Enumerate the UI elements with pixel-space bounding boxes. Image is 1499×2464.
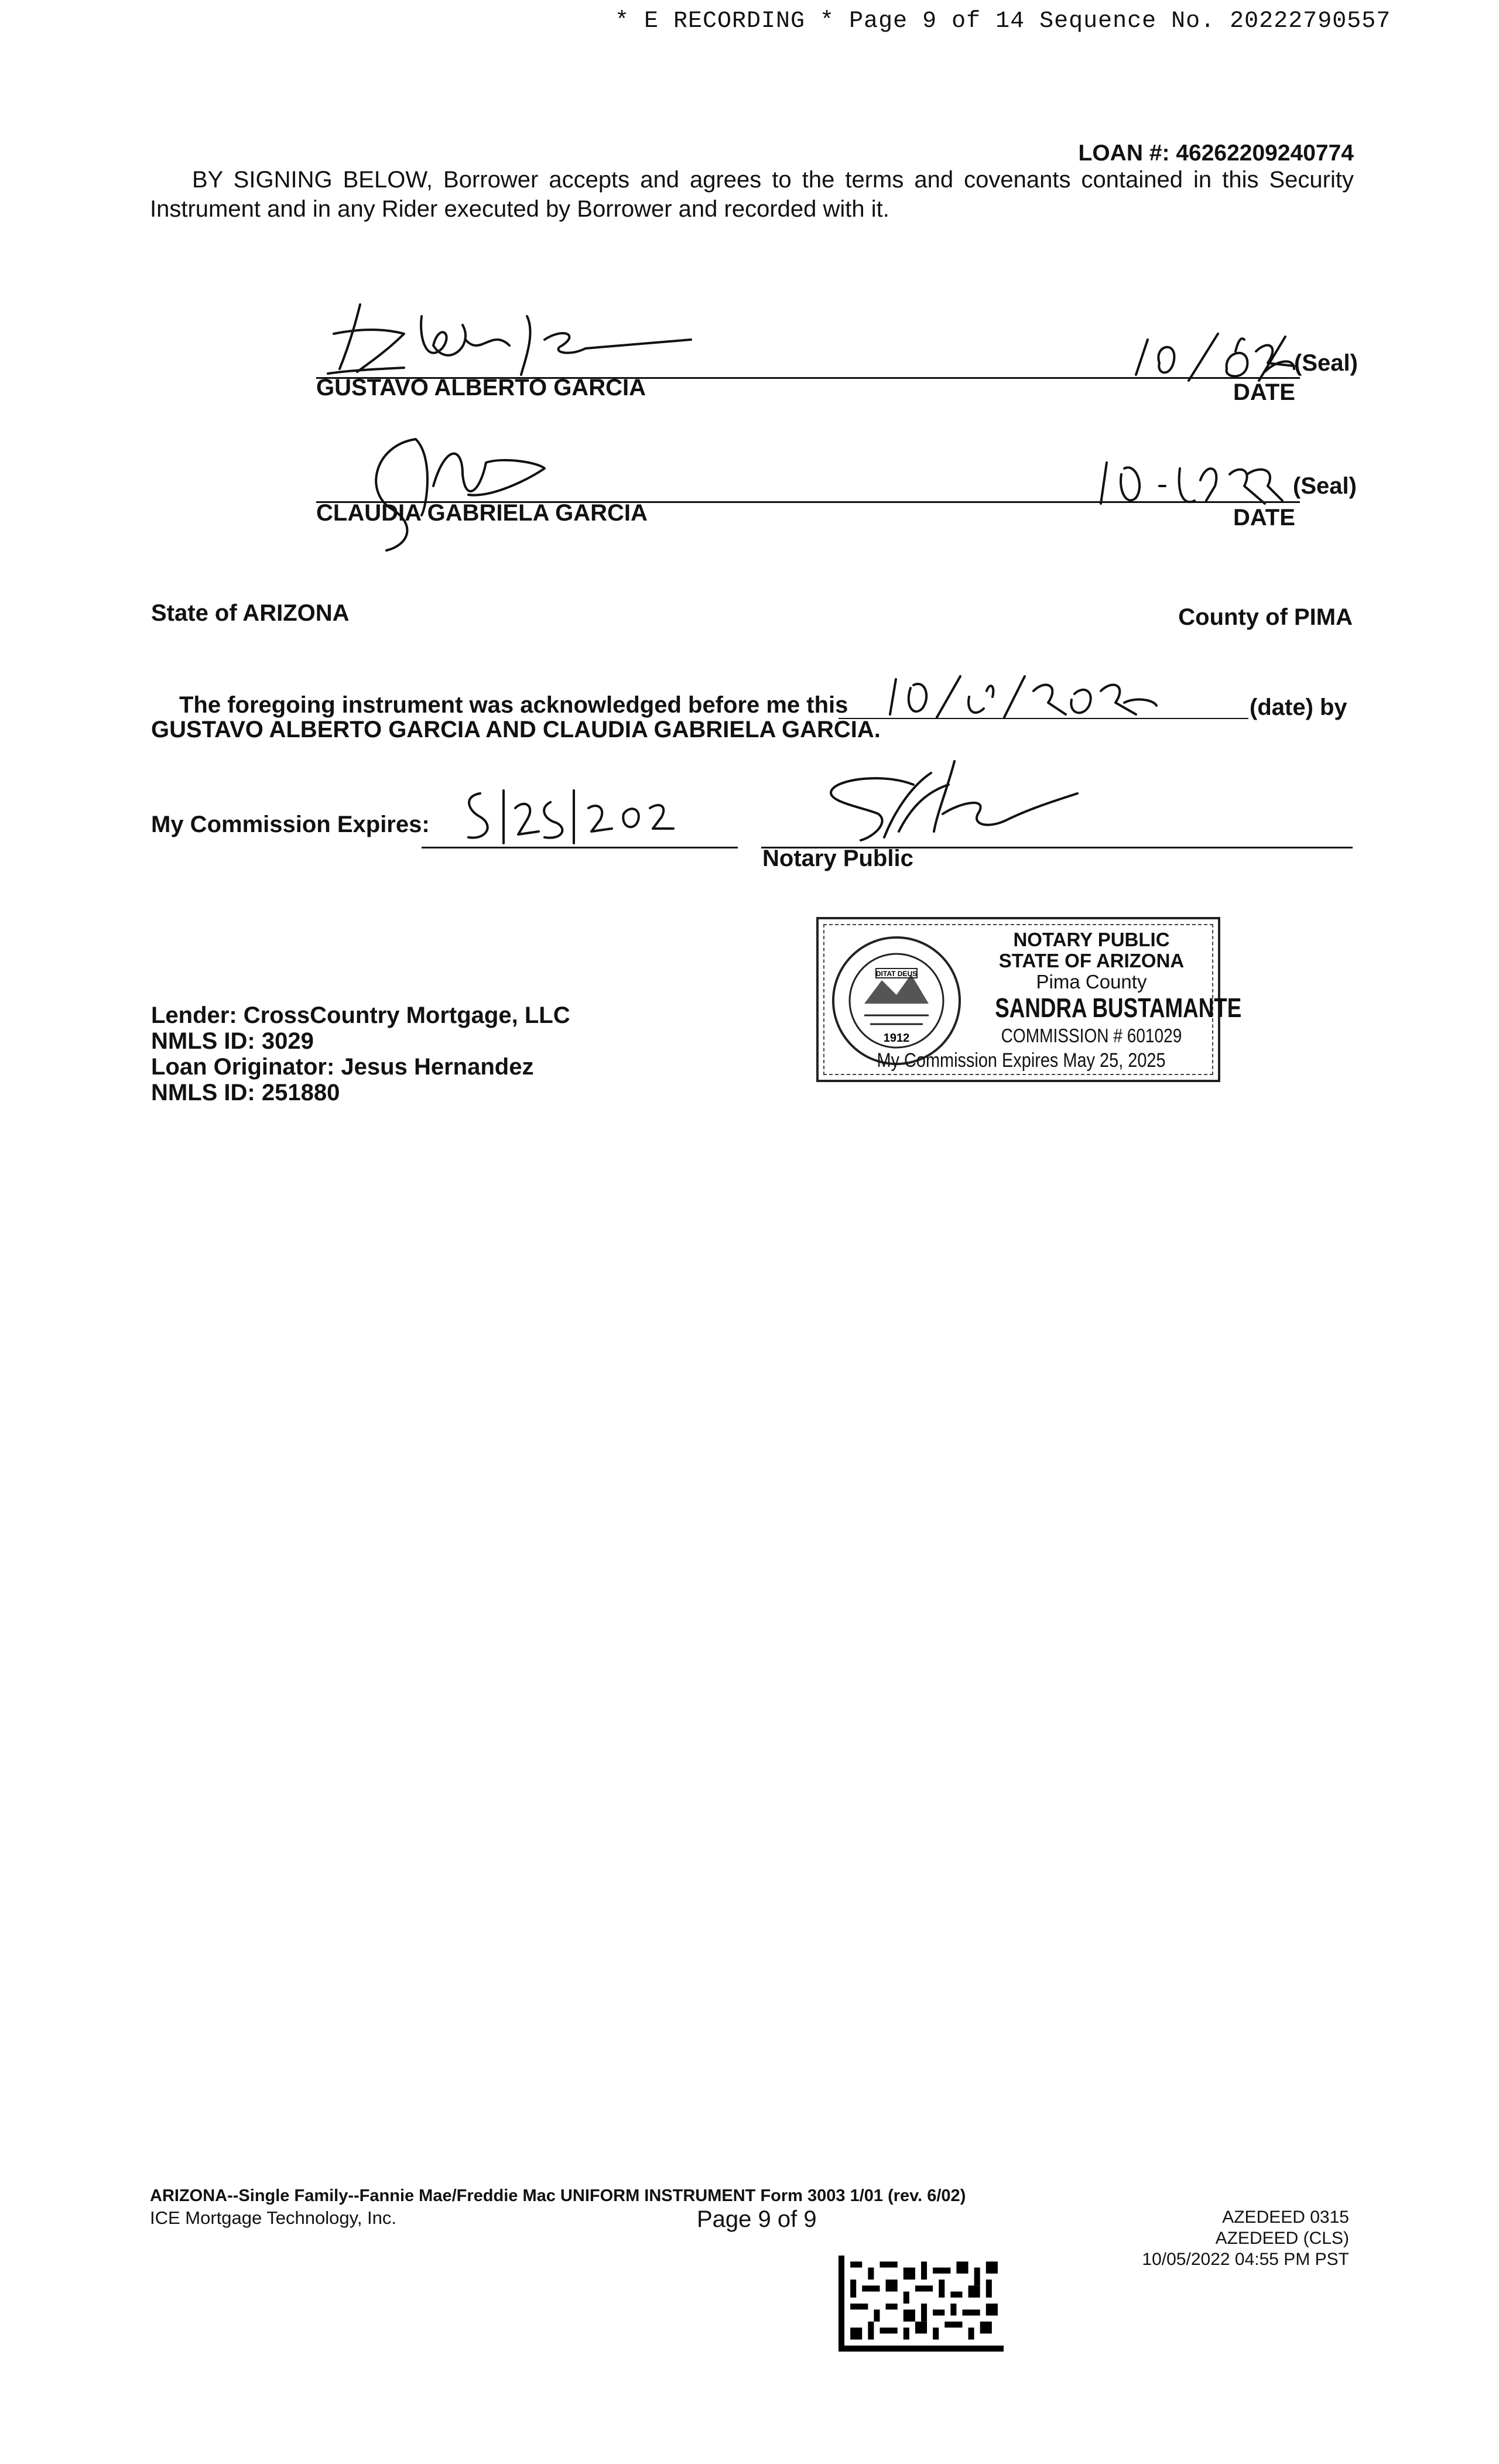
state-seal-icon	[829, 933, 964, 1068]
acknowledgment-parties: GUSTAVO ALBERTO GARCIA AND CLAUDIA GABRIELA GARCIA.	[151, 717, 881, 742]
signing-paragraph-text: BY SIGNING BELOW, Borrower accepts and agrees to the terms and covenants contained in this Security Instrument and in any Rider executed by Borrower and recorded with it.	[150, 167, 1354, 222]
footer-company: ICE Mortgage Technology, Inc.	[150, 2208, 397, 2228]
county-label: County of PIMA	[1178, 604, 1353, 630]
seal-label: (Seal)	[1294, 350, 1358, 376]
footer-code-2: AZEDEED (CLS)	[1215, 2229, 1349, 2248]
footer-form-line: ARIZONA--Single Family--Fannie Mae/Freddie Mac UNIFORM INSTRUMENT Form 3003 1/01 (rev. 6/02)	[150, 2186, 966, 2205]
borrower-2-signature	[328, 422, 574, 556]
lender-name: Lender: CrossCountry Mortgage, LLC	[151, 1002, 570, 1028]
footer-page-number: Page 9 of 9	[697, 2206, 817, 2232]
footer-code-1: AZEDEED 0315	[1222, 2208, 1349, 2227]
notary-signature	[796, 750, 1101, 849]
stamp-line-notary-public: NOTARY PUBLIC	[1013, 929, 1170, 950]
notary-public-label: Notary Public	[762, 846, 913, 871]
commission-handwritten-date	[457, 785, 691, 846]
date-label: DATE	[1233, 505, 1295, 531]
stamp-expiration: My Commission Expires May 25, 2025	[877, 1049, 1166, 1072]
stamp-notary-name: SANDRA BUSTAMANTE	[995, 993, 1242, 1023]
loan-originator: Loan Originator: Jesus Hernandez	[151, 1054, 534, 1080]
originator-nmls: NMLS ID: 251880	[151, 1080, 340, 1106]
recording-header: * E RECORDING * Page 9 of 14 Sequence No. 20222790557	[615, 8, 1391, 35]
barcode-image	[839, 2256, 1004, 2352]
seal-label: (Seal)	[1293, 473, 1357, 499]
lender-nmls: NMLS ID: 3029	[151, 1028, 314, 1054]
footer-timestamp: 10/05/2022 04:55 PM PST	[1142, 2250, 1349, 2269]
acknowledgment-date-by: (date) by	[1250, 694, 1347, 720]
commission-label: My Commission Expires:	[151, 812, 430, 837]
stamp-commission-number: COMMISSION # 601029	[1001, 1025, 1182, 1046]
state-label: State of ARIZONA	[151, 600, 350, 626]
acknowledgment-lead: The foregoing instrument was acknowledged before me this	[179, 692, 848, 718]
loan-number: LOAN #: 46262209240774	[1078, 141, 1354, 166]
notary-stamp	[816, 917, 1242, 1082]
stamp-line-state: STATE OF ARIZONA	[998, 950, 1185, 971]
borrower-2-name: CLAUDIA GABRIELA GARCIA	[316, 500, 648, 526]
signing-paragraph	[150, 165, 1354, 224]
commission-date-line	[422, 847, 738, 848]
date-label: DATE	[1233, 379, 1295, 405]
borrower-1-signature	[316, 293, 714, 381]
seal-motto: DITAT DEUS	[875, 970, 918, 978]
seal-year: 1912	[883, 1032, 910, 1045]
stamp-line-county: Pima County	[1036, 971, 1147, 993]
borrower-1-name: GUSTAVO ALBERTO GARCIA	[316, 375, 646, 401]
acknowledgment-handwritten-date	[878, 673, 1159, 720]
